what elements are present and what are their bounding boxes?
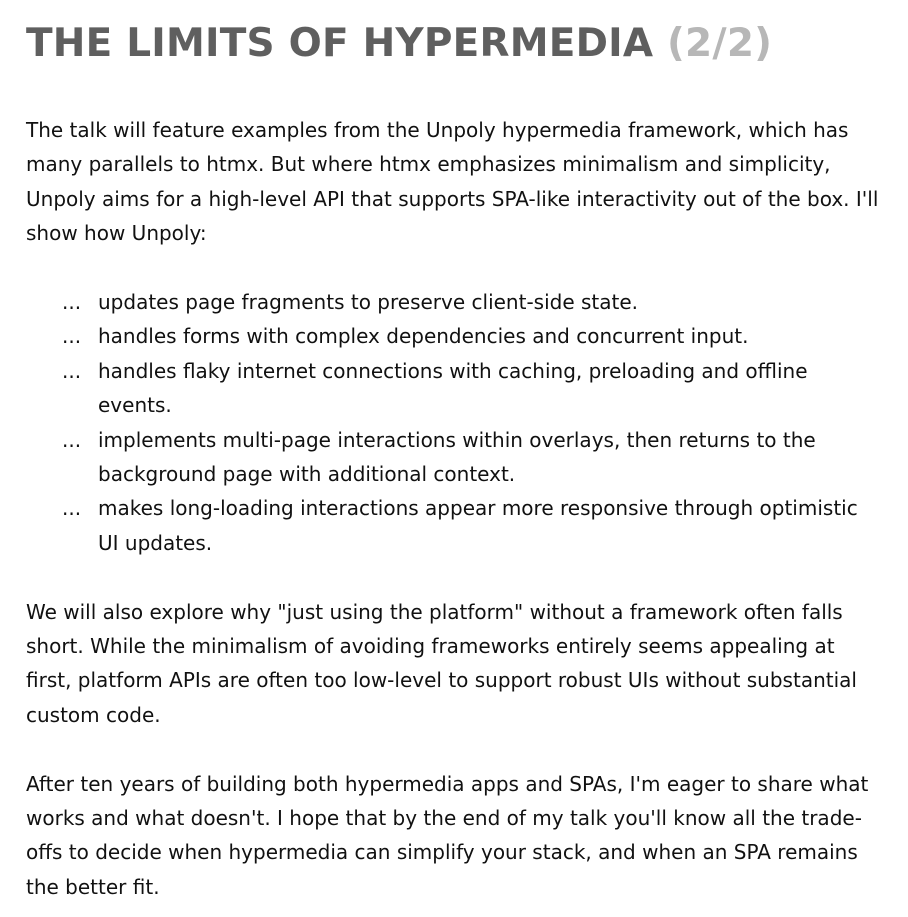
list-item-text: handles forms with complex dependencies and concurrent input. — [98, 324, 749, 349]
list-marker: ... — [62, 496, 82, 521]
platform-paragraph: We will also explore why "just using the platform" without a framework often falls short. While the minimalism of avoiding frameworks entirely seems appealing at first, platform APIs are often too low-level to support robust UIs without substantial custom code. — [26, 599, 857, 727]
paragraph-spacer — [26, 732, 882, 766]
list-item-text: handles flaky internet connections with caching, preloading and offline events. — [98, 358, 808, 418]
intro-paragraph: The talk will feature examples from the Unpoly hypermedia framework, which has many parallels to htmx. But where htmx emphasizes minimalism and simplicity, Unpoly aims for a high-level API that supports SPA-like interactivity out of the box. I'll show how Unpoly: — [26, 118, 879, 246]
feature-list — [26, 285, 882, 560]
list-marker: ... — [62, 427, 82, 452]
list-marker: ... — [62, 290, 82, 315]
list-item — [62, 354, 882, 423]
page-title-text: THE LIMITS OF HYPERMEDIA — [26, 21, 654, 66]
paragraph-spacer — [26, 560, 882, 594]
page-counter: (2/2) — [667, 21, 773, 66]
paragraph-spacer — [26, 251, 882, 285]
list-item-text: implements multi-page interactions within overlays, then returns to the background page with additional context. — [98, 427, 816, 487]
list-marker: ... — [62, 324, 82, 349]
list-item — [62, 285, 882, 319]
list-item-text: updates page fragments to preserve client-side state. — [98, 290, 639, 315]
page-title — [26, 20, 882, 68]
list-item-text: makes long-loading interactions appear more responsive through optimistic UI updates. — [98, 496, 858, 555]
list-item — [62, 423, 882, 492]
list-item — [62, 319, 882, 353]
list-marker: ... — [62, 358, 82, 383]
closing-paragraph: After ten years of building both hypermedia apps and SPAs, I'm eager to share what works and what doesn't. I hope that by the end of my talk you'll know all the trade-offs to decide when hypermedia can simplify your stack, and when an SPA remains the better fit. — [26, 771, 869, 899]
list-item — [62, 491, 882, 560]
